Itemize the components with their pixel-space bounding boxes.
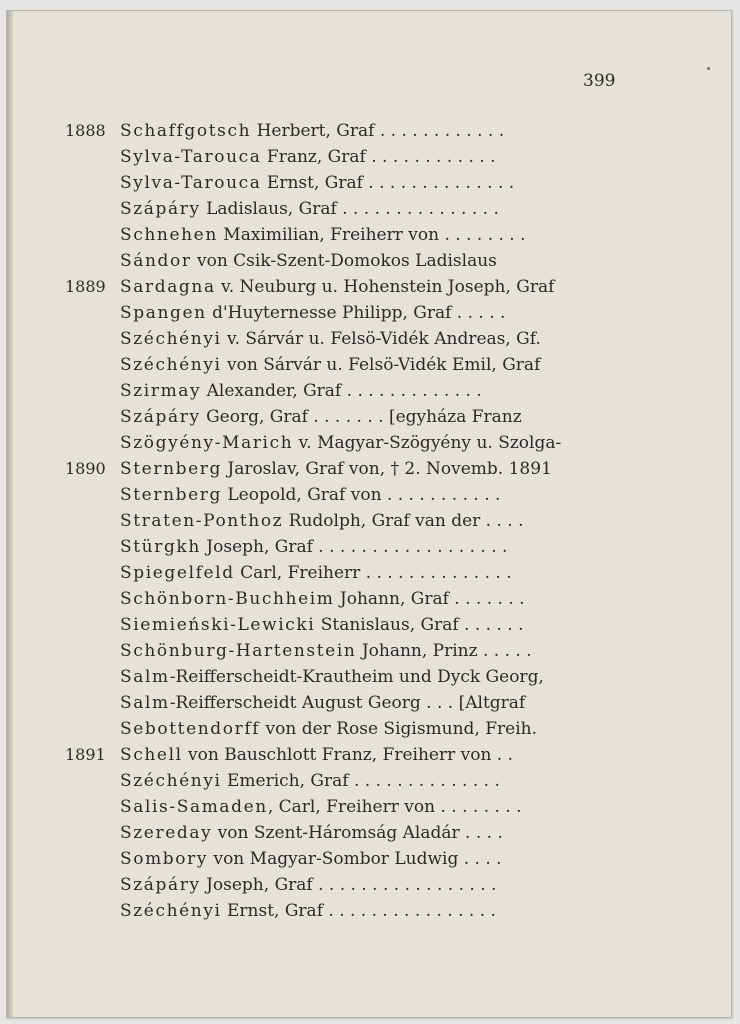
entry-details: Carl, Freiherr . . . . . . . . . . . . . .: [234, 563, 512, 583]
entry-surname: Szápáry: [120, 407, 201, 427]
entry-surname: Schnehen: [120, 225, 218, 245]
entry-details: Georg, Graf . . . . . . . [egyháza Franz: [200, 407, 522, 427]
list-item: [7, 560, 731, 586]
entry-surname: Stürgkh: [120, 537, 201, 557]
page-number: 399: [583, 71, 616, 91]
entry-text: [120, 118, 628, 144]
list-item: [7, 248, 731, 274]
entry-text: [120, 144, 628, 170]
entry-details: d'Huyternesse Philipp, Graf . . . . .: [206, 303, 506, 323]
entry-text: [120, 612, 628, 638]
list-item: [7, 664, 731, 690]
entry-text: [120, 846, 628, 872]
list-item: [7, 196, 731, 222]
paper-speck: [707, 67, 710, 70]
entry-surname: Szápáry: [120, 199, 201, 219]
entry-text: [120, 898, 628, 924]
entry-surname: Sombory: [120, 849, 209, 869]
entry-text: [120, 742, 628, 768]
list-item: [7, 456, 731, 482]
entry-text: [120, 664, 628, 690]
list-item: [7, 404, 731, 430]
entry-surname: Szirmay: [120, 381, 202, 401]
entry-text: [120, 274, 628, 300]
entry-details: von Szent-Háromság Aladár . . . .: [212, 823, 503, 843]
entry-text: [120, 820, 628, 846]
list-item: [7, 794, 731, 820]
entry-text: [120, 378, 628, 404]
entry-details: -Reifferscheidt August Georg . . . [Altgraf: [169, 693, 526, 713]
list-item: [7, 144, 731, 170]
entry-surname: Sebottendorff: [120, 719, 261, 739]
entry-details: Herbert, Graf . . . . . . . . . . . .: [251, 121, 505, 141]
entry-surname: Straten-Ponthoz: [120, 511, 284, 531]
entry-details: Johann, Prinz . . . . .: [356, 641, 532, 661]
entry-surname: Spiegelfeld: [120, 563, 235, 583]
list-item: [7, 846, 731, 872]
entry-details: Jaroslav, Graf von, † 2. Novemb. 1891: [221, 459, 552, 479]
entry-year: 1889: [65, 277, 106, 296]
entry-surname: Széchényi: [120, 771, 222, 791]
entry-surname: Schönborn-Buchheim: [120, 589, 335, 609]
list-item: [7, 586, 731, 612]
entry-text: [120, 326, 628, 352]
list-item: [7, 768, 731, 794]
list-item: [7, 482, 731, 508]
entry-surname: Sardagna: [120, 277, 216, 297]
entry-details: Stanislaus, Graf . . . . . .: [315, 615, 524, 635]
list-item: [7, 222, 731, 248]
entry-surname: Sylva-Tarouca: [120, 173, 262, 193]
entry-text: [120, 768, 628, 794]
entry-details: Maximilian, Freiherr von . . . . . . . .: [217, 225, 526, 245]
entry-details: v. Neuburg u. Hohenstein Joseph, Graf: [215, 277, 555, 297]
list-item: [7, 300, 731, 326]
list-item: [7, 534, 731, 560]
list-item: [7, 378, 731, 404]
entry-surname: Salm: [120, 667, 170, 687]
member-list: [7, 118, 731, 924]
entry-surname: Sylva-Tarouca: [120, 147, 262, 167]
entry-year: 1888: [65, 121, 106, 140]
entry-surname: Salis-Samaden: [120, 797, 268, 817]
entry-details: Leopold, Graf von . . . . . . . . . . .: [221, 485, 501, 505]
entry-details: v. Magyar-Szögyény u. Szolga-: [293, 433, 562, 453]
entry-surname: Széchényi: [120, 329, 222, 349]
entry-text: [120, 534, 628, 560]
entry-text: [120, 456, 628, 482]
entry-details: Franz, Graf . . . . . . . . . . . .: [261, 147, 496, 167]
list-item: [7, 170, 731, 196]
entry-text: [120, 560, 628, 586]
entry-text: [120, 430, 628, 456]
entry-text: [120, 170, 628, 196]
list-item: [7, 430, 731, 456]
entry-text: [120, 872, 628, 898]
entry-surname: Schönburg-Hartenstein: [120, 641, 357, 661]
entry-details: -Reifferscheidt-Krautheim und Dyck Georg,: [169, 667, 544, 687]
list-item: [7, 690, 731, 716]
entry-details: Emerich, Graf . . . . . . . . . . . . . .: [221, 771, 500, 791]
entry-surname: Salm: [120, 693, 170, 713]
list-item: [7, 820, 731, 846]
entry-text: [120, 716, 628, 742]
entry-text: [120, 222, 628, 248]
list-item: [7, 352, 731, 378]
entry-surname: Szögyény-Marich: [120, 433, 294, 453]
entry-surname: Sternberg: [120, 459, 222, 479]
entry-text: [120, 404, 628, 430]
entry-text: [120, 586, 628, 612]
list-item: [7, 118, 731, 144]
entry-surname: Széchényi: [120, 355, 222, 375]
list-item: [7, 898, 731, 924]
list-item: [7, 638, 731, 664]
list-item: [7, 716, 731, 742]
entry-text: [120, 508, 628, 534]
entry-year: 1891: [65, 745, 106, 764]
entry-text: [120, 352, 628, 378]
entry-surname: Siemieński-Lewicki: [120, 615, 316, 635]
book-page: [6, 10, 732, 1018]
list-item: [7, 872, 731, 898]
entry-surname: Schaffgotsch: [120, 121, 252, 141]
entry-details: Rudolph, Graf van der . . . .: [283, 511, 524, 531]
entry-details: Ernst, Graf . . . . . . . . . . . . . .: [261, 173, 515, 193]
list-item: [7, 326, 731, 352]
entry-details: Johann, Graf . . . . . . .: [334, 589, 525, 609]
entry-details: , Carl, Freiherr von . . . . . . . .: [267, 797, 522, 817]
list-item: [7, 508, 731, 534]
entry-text: [120, 482, 628, 508]
entry-details: Ladislaus, Graf . . . . . . . . . . . . . . .: [200, 199, 499, 219]
entry-text: [120, 196, 628, 222]
entry-details: Ernst, Graf . . . . . . . . . . . . . . . .: [221, 901, 496, 921]
entry-text: [120, 794, 628, 820]
entry-text: [120, 248, 628, 274]
entry-details: v. Sárvár u. Felsö-Vidék Andreas, Gf.: [221, 329, 541, 349]
entry-text: [120, 300, 628, 326]
entry-text: [120, 690, 628, 716]
list-item: [7, 274, 731, 300]
entry-surname: Széchényi: [120, 901, 222, 921]
entry-details: von Sárvár u. Felsö-Vidék Emil, Graf: [221, 355, 541, 375]
entry-year: 1890: [65, 459, 106, 478]
entry-details: Joseph, Graf . . . . . . . . . . . . . . . . .: [200, 875, 497, 895]
entry-details: Alexander, Graf . . . . . . . . . . . . .: [201, 381, 482, 401]
entry-details: von Csik-Szent-Domokos Ladislaus: [191, 251, 497, 271]
entry-surname: Szereday: [120, 823, 213, 843]
entry-surname: Sándor: [120, 251, 192, 271]
entry-surname: Szápáry: [120, 875, 201, 895]
list-item: [7, 612, 731, 638]
entry-details: von Bauschlott Franz, Freiherr von . .: [182, 745, 514, 765]
entry-details: Joseph, Graf . . . . . . . . . . . . . . . . . .: [200, 537, 508, 557]
entry-text: [120, 638, 628, 664]
entry-surname: Schell: [120, 745, 183, 765]
entry-surname: Sternberg: [120, 485, 222, 505]
entry-details: von Magyar-Sombor Ludwig . . . .: [208, 849, 502, 869]
list-item: [7, 742, 731, 768]
entry-surname: Spangen: [120, 303, 207, 323]
entry-details: von der Rose Sigismund, Freih.: [260, 719, 538, 739]
